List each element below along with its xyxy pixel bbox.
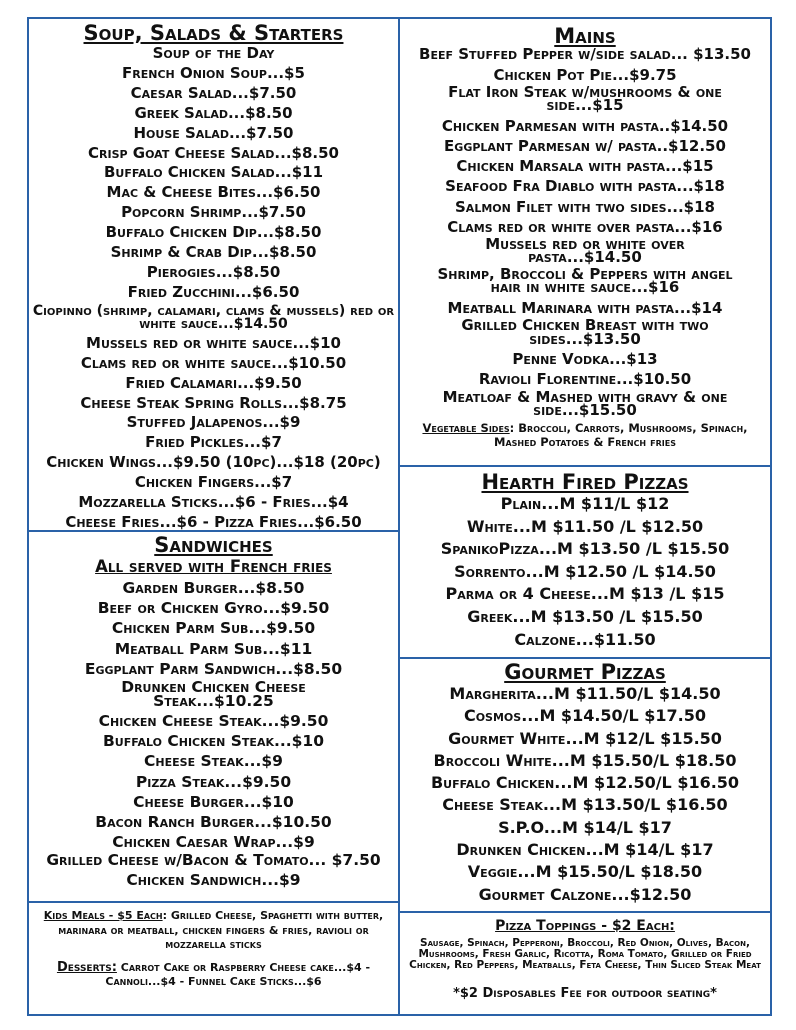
sandwiches-section	[27, 530, 400, 903]
kids-meals-label: Kids Meals - $5 Each	[43, 909, 163, 922]
menu-item: Chicken Wings...$9.50 (10pc)...$18 (20pc)	[46, 453, 381, 472]
menu-item: Meatball Parm Sub...$11	[114, 639, 313, 658]
menu-item: Fried Zucchini...$6.50	[127, 282, 300, 301]
menu-item: Eggplant Parmesan w/ pasta..$12.50	[444, 136, 726, 155]
menu-item: SpanikoPizza...M $13.50 /L $15.50	[440, 539, 730, 559]
vegetable-sides-label: Vegetable Sides	[422, 420, 510, 435]
menu-item: Eggplant Parm Sandwich...$8.50	[84, 659, 343, 678]
menu-item: Chicken Fingers...$7	[134, 473, 293, 492]
menu-item: Bacon Ranch Burger...$10.50	[95, 813, 332, 832]
mains-title: Mains	[554, 24, 616, 48]
menu-item: Sorrento...M $12.50 /L $14.50	[454, 561, 716, 581]
menu-item: Margherita...M $11.50/L $14.50	[449, 684, 721, 703]
vegetable-sides-text: : Broccoli, Carrots, Mushrooms, Spinach, Mashed Potatoes & French fries	[494, 420, 748, 449]
menu-item: Pierogies...$8.50	[146, 262, 281, 281]
menu-item: Buffalo Chicken Dip...$8.50	[105, 223, 322, 242]
menu-item: Buffalo Chicken Steak...$10	[102, 732, 324, 751]
menu-item: Penne Vodka...$13	[512, 350, 658, 369]
sandwiches-title: Sandwiches	[154, 533, 273, 557]
menu-item: Stuffed Jalapenos...$9	[126, 413, 301, 432]
mains-section	[398, 17, 772, 467]
menu-item: Chicken Parm Sub...$9.50	[111, 619, 316, 638]
menu-item: Chicken Cheese Steak...$9.50	[98, 712, 329, 731]
menu-item: Popcorn Shrimp...$7.50	[121, 203, 306, 222]
menu-item: Cheese Steak...$9	[144, 752, 283, 771]
menu-item: Flat Iron Steak w/mushrooms & one side...$15	[448, 82, 722, 115]
menu-item: Greek Salad...$8.50	[134, 103, 293, 122]
menu-item: Calzone...$11.50	[514, 629, 656, 649]
menu-item: Mozzarella Sticks...$6 - Fries...$4	[78, 493, 349, 512]
menu-item: Soup of the Day	[152, 44, 275, 62]
menu-item: Buffalo Chicken Salad...$11	[103, 163, 324, 182]
menu-item: Chicken Marsala with pasta...$15	[456, 157, 714, 176]
menu-item: Gourmet Calzone...$12.50	[478, 884, 692, 904]
kids-meals-text: : Grilled Cheese, Spaghetti with butter, marinara or meatball, chicken fingers & fries, ravioli or mozzarella sticks	[58, 909, 384, 951]
menu-item: Parma or 4 Cheese...M $13 /L $15	[445, 584, 725, 604]
menu-item: House Salad...$7.50	[133, 123, 294, 142]
menu-item: Clams red or white sauce...$10.50	[80, 353, 347, 372]
kids-desserts-section	[27, 901, 400, 1016]
menu-item: Ciopinno (shrimp, calamari, clams & mussels) red or white sauce...$14.50	[32, 302, 395, 332]
starters-title: Soup, Salads & Starters	[83, 21, 344, 45]
menu-item: S.P.O...M $14/L $17	[498, 817, 672, 837]
menu-item: Meatball Marinara with pasta...$14	[447, 298, 723, 317]
menu-item: Broccoli White...M $15.50/L $18.50	[433, 750, 737, 770]
starters-section	[27, 17, 400, 532]
menu-item: Buffalo Chicken...M $12.50/L $16.50	[430, 773, 740, 793]
desserts-label: Desserts:	[56, 959, 117, 975]
sandwiches-subtitle: All served with French fries	[95, 557, 332, 576]
menu-item: Crisp Goat Cheese Salad...$8.50	[88, 143, 339, 162]
gourmet-pizzas-title: Gourmet Pizzas	[504, 660, 666, 684]
menu-item: Beef Stuffed Pepper w/side salad... $13.50	[419, 45, 751, 63]
menu-item: Mac & Cheese Bites...$6.50	[106, 183, 321, 202]
menu-item: Ravioli Florentine...$10.50	[478, 370, 692, 389]
pizza-toppings-title: Pizza Toppings - $2 Each:	[495, 918, 675, 934]
menu-item: Fried Pickles...$7	[145, 433, 282, 452]
desserts-note	[35, 961, 392, 990]
menu-item: Cheese Burger...$10	[133, 792, 294, 811]
menu-item: Caesar Salad...$7.50	[130, 83, 297, 102]
menu-item: Gourmet White...M $12/L $15.50	[448, 728, 722, 748]
menu-item: Cheese Steak Spring Rolls...$8.75	[80, 393, 347, 412]
menu-item: Cheese Fries...$6 - Pizza Fries...$6.50	[65, 512, 362, 531]
menu-item: Shrimp, Broccoli & Peppers with angel hair in white sauce...$16	[437, 264, 733, 297]
menu-item: Grilled Chicken Breast with two sides...$13.50	[461, 316, 709, 348]
menu-item: Mussels red or white over pasta...$14.50	[485, 234, 685, 267]
menu-item: French Onion Soup...$5	[122, 63, 305, 82]
gourmet-pizzas-section	[398, 657, 772, 913]
menu-item: Chicken Sandwich...$9	[126, 871, 301, 890]
menu-item: Seafood Fra Diablo with pasta...$18	[445, 177, 725, 196]
menu-item: Greek...M $13.50 /L $15.50	[467, 606, 703, 626]
menu-item: Fried Calamari...$9.50	[125, 373, 302, 392]
menu-item: Cheese Steak...M $13.50/L $16.50	[442, 795, 728, 815]
menu-item: Meatloaf & Mashed with gravy & one side...$15.50	[442, 387, 728, 420]
menu-item: Cosmos...M $14.50/L $17.50	[463, 706, 707, 726]
desserts-text: Carrot Cake or Raspberry Cheese cake...$4 - Cannoli...$4 - Funnel Cake Sticks...$6	[105, 960, 371, 988]
hearth-pizzas-section	[398, 465, 772, 659]
menu-item: Chicken Pot Pie...$9.75	[493, 65, 677, 84]
menu-item: Grilled Cheese w/Bacon & Tomato... $7.50	[46, 851, 381, 870]
pizza-toppings-section	[398, 911, 772, 1016]
menu-item: Shrimp & Crab Dip...$8.50	[110, 243, 317, 262]
pizza-toppings-list: Sausage, Spinach, Pepperoni, Broccoli, Red Onion, Olives, Bacon, Mushrooms, Fresh Garlic, Ricotta, Roma Tomato, Grilled or Fried Chicken, Red Peppers, Meatballs, Feta Cheese, Thin Sliced Steak Meat	[409, 937, 761, 972]
menu-item: Clams red or white over pasta...$16	[447, 217, 723, 236]
menu-item: Pizza Steak...$9.50	[135, 772, 292, 791]
vegetable-sides-note	[400, 421, 770, 449]
menu-item: Beef or Chicken Gyro...$9.50	[97, 599, 330, 618]
menu-item: Chicken Parmesan with pasta..$14.50	[441, 116, 729, 135]
disposables-fee-note: *$2 Disposables Fee for outdoor seating*	[453, 985, 717, 1001]
menu-item: Veggie...M $15.50/L $18.50	[467, 862, 703, 882]
menu-item: Drunken Chicken Cheese Steak...$10.25	[121, 678, 306, 711]
menu-item: Plain...M $11/L $12	[500, 494, 670, 513]
menu-item: Garden Burger...$8.50	[122, 579, 305, 597]
menu-item: Salmon Filet with two sides...$18	[455, 197, 715, 216]
menu-item: Chicken Caesar Wrap...$9	[112, 833, 315, 852]
kids-meals-note	[35, 909, 392, 953]
menu-item: Drunken Chicken...M $14/L $17	[456, 840, 714, 860]
menu-item: Mussels red or white sauce...$10	[86, 333, 341, 352]
menu-item: White...M $11.50 /L $12.50	[466, 516, 704, 536]
hearth-pizzas-title: Hearth Fired Pizzas	[481, 470, 689, 494]
